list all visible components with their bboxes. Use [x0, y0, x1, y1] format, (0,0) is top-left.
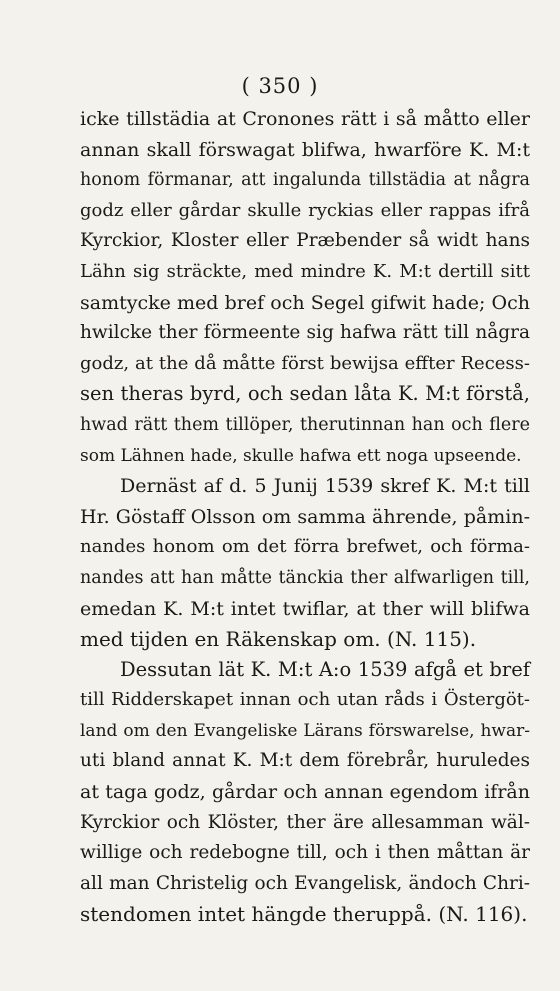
text-line: Hr. Göstaff Olsson om samma ährende, påmin- [80, 505, 530, 528]
text-line: Lähn sig sträckte, med mindre K. M:t dertill sitt [80, 260, 530, 282]
text-line: Kyrckior, Kloster eller Præbender så widt hans [80, 230, 530, 252]
text-line: godz, at the då måtte först bewijsa effter Recess- [80, 352, 530, 374]
text-line: som Lähnen hade, skulle hafwa ett noga upseende. [80, 445, 522, 466]
paragraph-2 [80, 471, 530, 655]
text-line: sen theras byrd, och sedan låta K. M:t förstå, [80, 382, 530, 406]
text-line: Dessutan lät K. M:t A:o 1539 afgå et bref [120, 657, 530, 681]
text-line: at taga godz, gårdar och annan egendom ifrån [80, 781, 530, 804]
text-line: Dernäst af d. 5 Junij 1539 skref K. M:t till [120, 475, 530, 498]
text-line: hwilcke ther förmeente sig hafwa rätt till några [80, 322, 530, 344]
text-line: till Ridderskapet innan och utan råds i Östergöt- [80, 689, 530, 711]
text-line: nandes att han måtte tänckia ther alfwarligen till, [80, 567, 530, 588]
text-line: samtycke med bref och Segel gifwit hade; Och [80, 291, 530, 314]
text-line: emedan K. M:t intet twiflar, at ther will blifwa [80, 597, 530, 620]
text-line: Kyrckior och Klöster, ther äre allesamman wäl- [80, 811, 530, 833]
text-line: honom förmanar, att ingalunda tillstädia at några [80, 170, 530, 191]
text-line: hwad rätt them tillöper, therutinnan han och flere [80, 414, 530, 435]
text-line: med tijden en Räkenskap om. (N. 115). [80, 627, 477, 652]
paragraph-1 [80, 104, 530, 471]
page-number: ( 350 ) [241, 74, 319, 98]
text-line: annan skall förswagat blifwa, hwarföre K. M:t [80, 138, 530, 161]
body-text [80, 104, 530, 930]
text-line: icke tillstädia at Cronones rätt i så måtto eller [80, 108, 530, 130]
text-line: stendomen intet hängde theruppå. (N. 116). [80, 902, 528, 927]
text-line: nandes honom om det förra brefwet, och förma- [80, 536, 530, 558]
paragraph-3 [80, 655, 530, 930]
text-line: all man Christelig och Evangelisk, ändoch Chri- [80, 872, 530, 894]
text-line: land om den Evangeliske Lärans förswarelse, hwar- [80, 720, 530, 741]
text-line: willige och redebogne till, och i then måttan är [80, 842, 530, 864]
text-line: uti bland annat K. M:t dem förebrår, huruledes [80, 750, 530, 772]
text-line: godz eller gårdar skulle ryckias eller rappas ifrå [80, 199, 530, 221]
